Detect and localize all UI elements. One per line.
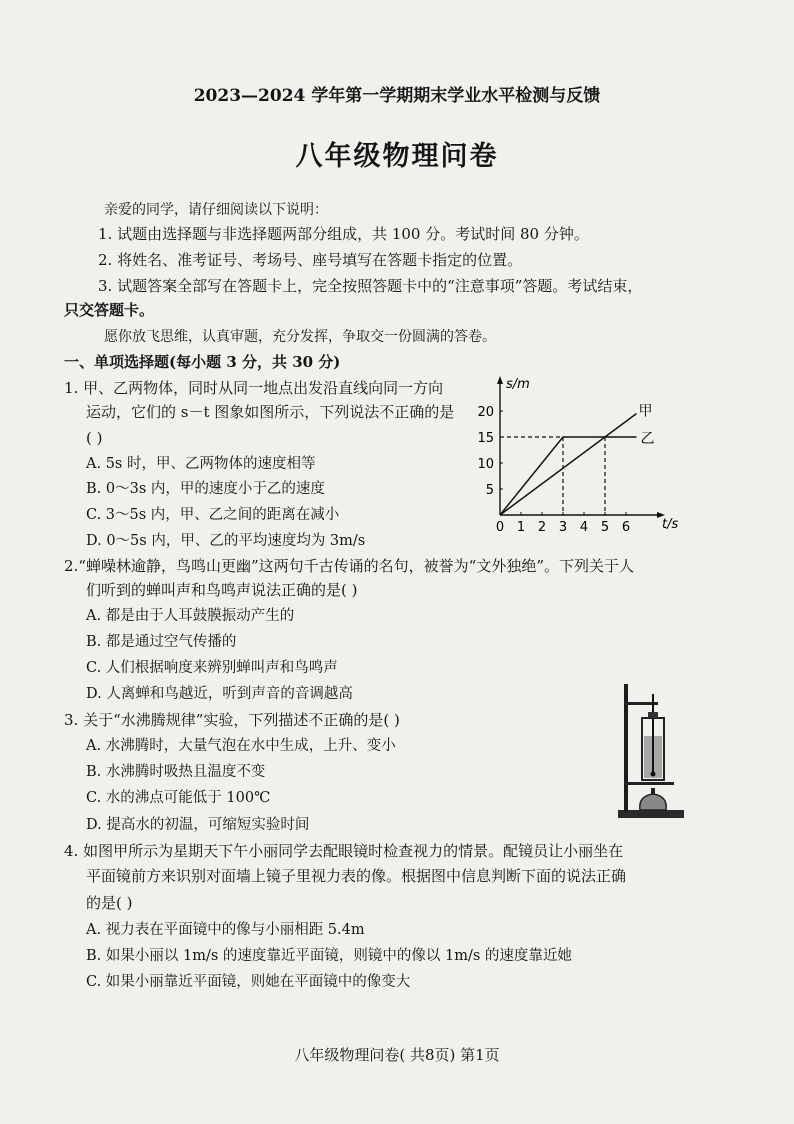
question-stem: 1. 甲、乙两物体，同时从同一地点出发沿直线向同一方向 — [64, 379, 444, 397]
x-tick-label: 6 — [621, 520, 631, 535]
series-line-jia — [500, 414, 637, 515]
question-stem: 3. 关于“水沸腾规律”实验，下列描述不正确的是( ) — [64, 711, 400, 729]
option-d: D. 0～5s 内，甲、乙的平均速度均为 3m/s — [86, 533, 366, 549]
boiling-apparatus-figure — [608, 678, 688, 826]
question-stem: 运动，它们的 s－t 图象如图所示，下列说法不正确的是 — [86, 403, 455, 421]
option-a: A. 视力表在平面镜中的像与小丽相距 5.4m — [86, 922, 365, 938]
question-stem: 的是( ) — [86, 894, 133, 912]
y-axis-label: s/m — [506, 377, 530, 392]
x-tick-label: 5 — [600, 520, 610, 535]
stopper — [648, 712, 658, 718]
option-b: B. 水沸腾时吸热且温度不变 — [86, 764, 266, 780]
y-tick-label: 15 — [477, 431, 494, 446]
question-stem: 2.“蝉噪林逾静，鸟鸣山更幽”这两句千古传诵的名句，被誉为“文外独绝”。下列关于人 — [64, 557, 634, 575]
series-line-yi — [500, 437, 637, 515]
instructions-greeting: 亲爱的同学，请仔细阅读以下说明： — [104, 202, 328, 218]
question-stem: 平面镜前方来识别对面墙上镜子里视力表的像。根据图中信息判断下面的说法正确 — [86, 867, 627, 885]
thermometer-bulb — [651, 772, 656, 777]
option-b: B. 如果小丽以 1m/s 的速度靠近平面镜，则镜中的像以 1m/s 的速度靠近她 — [86, 948, 572, 964]
option-a: A. 都是由于人耳鼓膜振动产生的 — [86, 608, 295, 624]
lamp-wick — [651, 788, 655, 794]
exam-title: 八年级物理问卷 — [295, 141, 499, 172]
x-tick-label: 1 — [516, 520, 526, 535]
page-footer: 八年级物理问卷( 共8页) 第1页 — [294, 1046, 500, 1064]
option-b: B. 都是通过空气传播的 — [86, 634, 237, 650]
instruction-item: 2. 将姓名、准考证号、考场号、座号填写在答题卡指定的位置。 — [98, 251, 523, 269]
option-c: C. 3～5s 内，甲、乙之间的距离在减小 — [86, 507, 340, 523]
option-c: C. 水的沸点可能低于 100℃ — [86, 790, 271, 806]
series-label-yi: 乙 — [640, 431, 655, 447]
option-a: A. 5s 时，甲、乙两物体的速度相等 — [86, 456, 316, 472]
x-tick-label: 3 — [558, 520, 568, 535]
series-label-jia: 甲 — [638, 403, 653, 420]
alcohol-lamp — [640, 794, 666, 810]
option-c: C. 如果小丽靠近平面镜，则她在平面镜中的像变大 — [86, 974, 411, 990]
option-d: D. 提高水的初温，可缩短实验时间 — [86, 817, 310, 833]
y-tick-label: 10 — [477, 457, 494, 472]
s-t-graph — [470, 370, 690, 535]
instruction-item: 只交答题卡。 — [64, 301, 155, 319]
x-tick-label: 4 — [579, 520, 589, 535]
option-a: A. 水沸腾时，大量气泡在水中生成，上升、变小 — [86, 738, 396, 754]
instructions-wish: 愿你放飞思维，认真审题，充分发挥，争取交一份圆满的答卷。 — [104, 329, 496, 345]
x-axis-label: t/s — [662, 517, 679, 532]
section-title: 一、单项选择题(每小题 3 分，共 30 分) — [64, 353, 341, 371]
y-axis-arrow — [497, 376, 503, 384]
question-stem: 4. 如图甲所示为星期天下午小丽同学去配眼镜时检查视力的情景。配镜员让小丽坐在 — [64, 842, 624, 860]
option-d: D. 人离蝉和鸟越近，听到声音的音调越高 — [86, 686, 353, 702]
option-b: B. 0～3s 内，甲的速度小于乙的速度 — [86, 481, 325, 497]
exam-header: 2023—2024 学年第一学期期末学业水平检测与反馈 — [193, 86, 601, 106]
y-tick-label: 20 — [477, 405, 494, 420]
instruction-item: 1. 试题由选择题与非选择题两部分组成，共 100 分。考试时间 80 分钟。 — [98, 225, 589, 243]
instruction-item: 3. 试题答案全部写在答题卡上，完全按照答题卡中的“注意事项”答题。考试结束， — [98, 277, 643, 295]
ring-support — [624, 782, 674, 785]
x-tick-label: 0 — [495, 520, 505, 535]
option-c: C. 人们根据响度来辨别蝉叫声和鸟鸣声 — [86, 660, 338, 676]
question-stem: 们听到的蝉叫声和鸟鸣声说法正确的是( ) — [86, 581, 358, 599]
answer-bracket: ( ) — [86, 429, 103, 447]
x-tick-label: 2 — [537, 520, 547, 535]
y-tick-label: 5 — [485, 483, 494, 498]
